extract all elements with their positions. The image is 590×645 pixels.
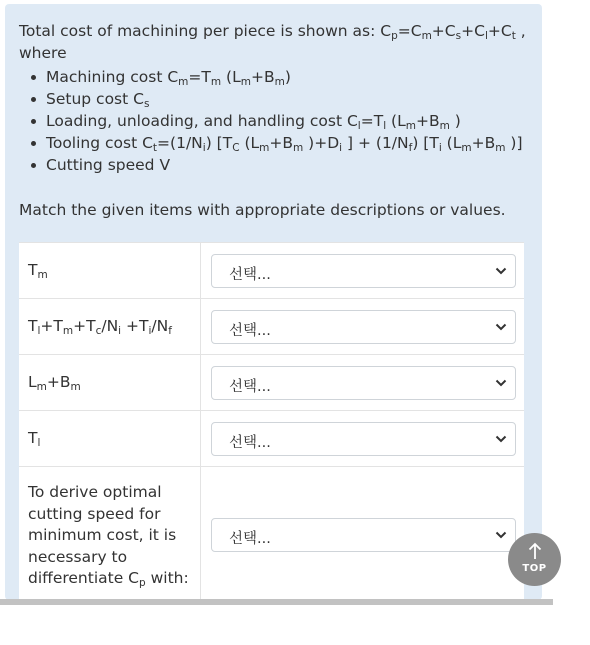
select-value: 선택...	[229, 378, 271, 395]
row-label-total-time: $T_l+T_m+T_c/N_i +T_i/N_f$	[19, 299, 201, 355]
question-card	[5, 4, 542, 600]
select-value: 선택...	[229, 434, 271, 451]
row-label-lm-bm: $L_m+B_m$	[19, 355, 201, 411]
match-select-optimal-speed[interactable]	[211, 518, 516, 552]
chevron-down-icon	[495, 266, 507, 276]
list-item-setup-cost: Setup cost $C_s$	[29, 88, 534, 110]
top-label: TOP	[522, 563, 547, 574]
table-row	[19, 467, 524, 604]
list-item-loading-cost: Loading, unloading, and handling cost $C_l=T_l$ ($L_m+B_m$ )	[29, 110, 534, 132]
list-item-tooling-cost: Tooling cost $C_t=(1/N_i)$ [$T_C$ ($L_m+B_m$ )$+D_i$ ] + $(1/N_f)$ [$T_i$ ($L_m+B_m$ )]	[29, 132, 534, 154]
cost-components-list	[19, 66, 534, 176]
row-label-tm: $T_m$	[19, 243, 201, 299]
scroll-to-top-button[interactable]	[508, 533, 561, 586]
table-row	[19, 411, 524, 467]
chevron-down-icon	[495, 434, 507, 444]
matching-table	[19, 242, 524, 603]
select-value: 선택...	[229, 322, 271, 339]
question-intro	[19, 20, 534, 176]
list-item-machining-cost: Machining cost $C_m=T_m$ $(L_m+B_m)$	[29, 66, 534, 88]
row-label-tl: $T_l$	[19, 411, 201, 467]
chevron-down-icon	[495, 322, 507, 332]
intro-formula-line: Total cost of machining per piece is shown as: $C_p=C_m+C_s+C_l+C_t$ , where	[19, 22, 526, 62]
row-label-optimal-speed: To derive optimal cutting speed for minimum cost, it is necessary to differentiate $C_p$ with:	[19, 467, 201, 604]
list-item-cutting-speed: Cutting speed V	[29, 154, 534, 176]
select-value: 선택...	[229, 266, 271, 283]
table-row	[19, 243, 524, 299]
table-row	[19, 355, 524, 411]
match-select-total-time[interactable]	[211, 310, 516, 344]
table-row	[19, 299, 524, 355]
select-value: 선택...	[229, 531, 271, 547]
match-select-lm-bm[interactable]	[211, 366, 516, 400]
match-select-tl[interactable]	[211, 422, 516, 456]
chevron-down-icon	[495, 378, 507, 388]
horizontal-scrollbar[interactable]	[0, 599, 553, 605]
arrow-up-icon	[527, 542, 543, 560]
chevron-down-icon	[495, 530, 507, 540]
match-instruction: Match the given items with appropriate descriptions or values.	[19, 201, 506, 219]
match-select-tm[interactable]	[211, 254, 516, 288]
